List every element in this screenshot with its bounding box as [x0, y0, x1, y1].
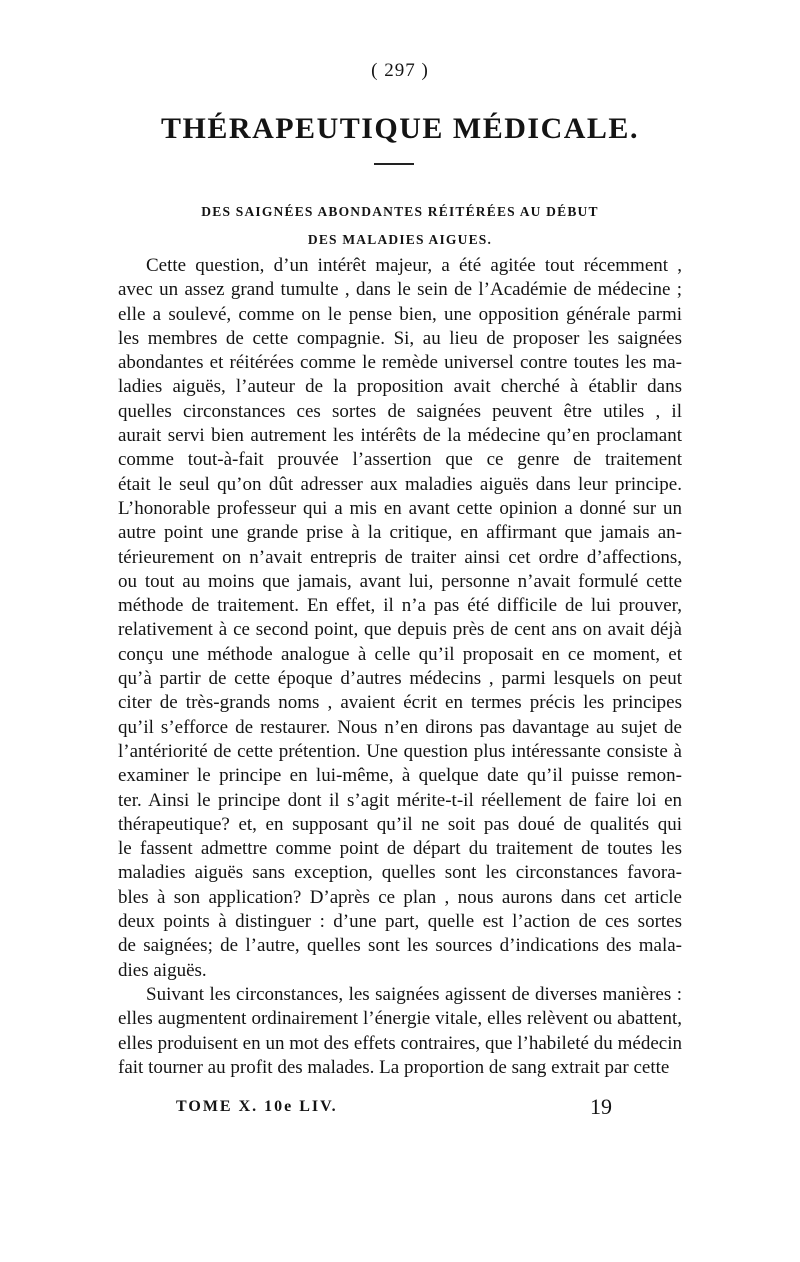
- page-footer: [118, 1094, 682, 1122]
- paragraph: [118, 254, 682, 983]
- text-line: elle a soulevé, comme on le pense bien, une opposition générale parmi: [118, 303, 682, 325]
- text-line: était le seul qu’on dût adresser aux maladies aiguës dans leur principe.: [118, 473, 682, 495]
- text-line: citer de très-grands noms , avaient écrit en termes précis les principes: [118, 692, 682, 714]
- text-line: Cette question, d’un intérêt majeur, a été agitée tout récemment ,: [146, 255, 682, 276]
- text-line: ter. Ainsi le principe dont il s’agit mérite-t-il réellement de faire loi en: [118, 789, 682, 811]
- text-line: abondantes et réitérées comme le remède universel contre toutes les ma-: [118, 352, 682, 374]
- text-line: qu’il s’efforce de restaurer. Nous n’en dirons pas davantage au sujet de: [118, 716, 682, 738]
- text-line: bles à son application? D’après ce plan , nous aurons dans cet article: [118, 886, 682, 908]
- text-line: fait tourner au profit des malades. La proportion de sang extrait par cette: [118, 1056, 670, 1078]
- text-line: elles produisent en un mot des effets contraires, que l’habileté du médecin: [118, 1032, 682, 1054]
- title-divider: [374, 163, 414, 165]
- signature-mark: TOME X. 10e LIV.: [176, 1098, 338, 1115]
- text-line: maladies aiguës sans exception, quelles sont les circonstances favora-: [118, 862, 682, 884]
- text-line: conçu une méthode analogue à celle qu’il proposait en ce moment, et: [118, 643, 682, 665]
- text-line: autre point une grande prise à la critique, en affirmant que jamais an-: [118, 522, 682, 544]
- text-line: examiner le principe en lui-même, à quelque date qu’il puisse remon-: [118, 765, 682, 787]
- article-title-line: DES SAIGNÉES ABONDANTES RÉITÉRÉES AU DÉBUT: [201, 204, 599, 219]
- text-line: ladies aiguës, l’auteur de la proposition avait cherché à établir dans: [118, 376, 682, 398]
- text-line: dies aiguës.: [118, 959, 207, 981]
- text-line: L’honorable professeur qui a mis en avant cette opinion a donné sur un: [118, 497, 682, 519]
- text-line: aurait servi bien autrement les intérêts de la médecine qu’en proclamant: [118, 425, 682, 447]
- text-line: le fassent admettre comme point de départ du traitement de toutes les: [118, 838, 682, 860]
- signature-folio: 19: [590, 1094, 612, 1119]
- paragraph: [118, 983, 682, 1080]
- article-title-line: DES MALADIES AIGUES.: [307, 232, 493, 247]
- text-line: avec un assez grand tumulte , dans le sein de l’Académie de médecine ;: [118, 279, 682, 301]
- text-line: relativement à ce second point, que depuis près de cent ans on avait déjà: [118, 619, 682, 641]
- article-body: [118, 254, 682, 1080]
- text-line: quelles circonstances ces sortes de saignées peuvent être utiles , il: [118, 400, 682, 422]
- text-line: ou tout au moins que jamais, avant lui, personne n’avait formulé cette: [118, 570, 682, 592]
- text-line: térieurement on n’avait entrepris de traiter ainsi cet ordre d’affections,: [118, 546, 682, 568]
- page-number: ( 297 ): [371, 60, 429, 81]
- text-line: deux points à distinguer : d’une part, quelle est l’action de ces sortes: [118, 911, 682, 933]
- article-title: [140, 198, 660, 254]
- text-line: elles augmentent ordinairement l’énergie vitale, elles relèvent ou abattent,: [118, 1008, 682, 1030]
- text-line: de saignées; de l’autre, quelles sont les sources d’indications des mala-: [118, 935, 682, 957]
- text-line: méthode de traitement. En effet, il n’a pas été difficile de lui prouver,: [118, 595, 682, 617]
- text-line: Suivant les circonstances, les saignées agissent de diverses manières :: [146, 983, 682, 1005]
- text-line: les membres de cette compagnie. Si, au lieu de proposer les saignées: [118, 327, 682, 349]
- text-line: l’antériorité de cette prétention. Une question plus intéressante consiste à: [118, 740, 682, 762]
- text-line: thérapeutique? et, en supposant qu’il ne soit pas doué de qualités qui: [118, 813, 682, 835]
- section-title: THÉRAPEUTIQUE MÉDICALE.: [161, 112, 639, 145]
- text-line: comme tout-à-fait prouvée l’assertion que ce genre de traitement: [118, 449, 682, 471]
- text-line: qu’à partir de cette époque d’autres médecins , parmi lesquels on peut: [118, 668, 682, 690]
